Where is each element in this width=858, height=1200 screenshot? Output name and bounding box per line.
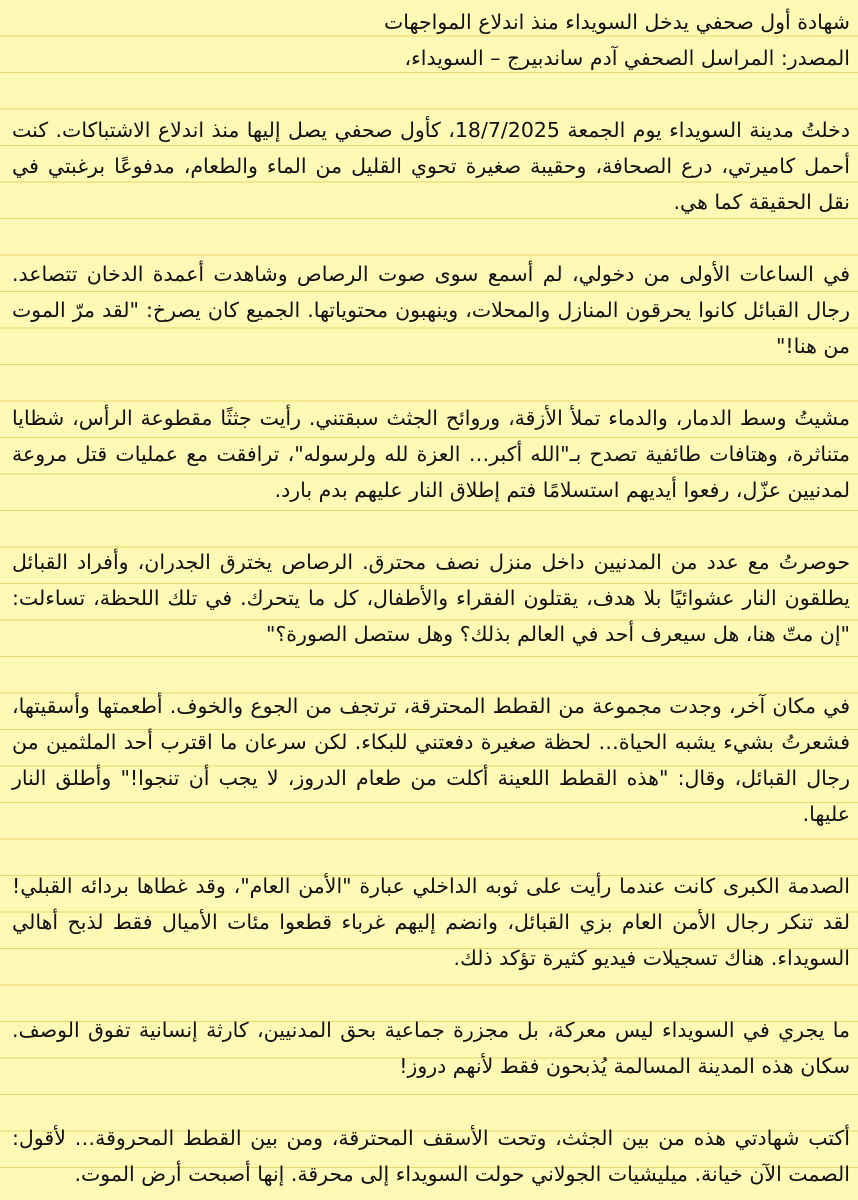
paragraph-arrival: دخلتُ مدينة السويداء يوم الجمعة 18/7/2025، كأول صحفي يصل إليها منذ اندلاع الاشتباكات. كنت أحمل كاميرتي، درع الصحافة، وحقيبة صغيرة تحوي القليل من الماء والطعام، مدفوعًا برغبتي في نقل الحقيقة كما هي. <box>12 118 850 214</box>
paragraph-shock: الصدمة الكبرى كانت عندما رأيت على ثوبه الداخلي عبارة "الأمن العام"، وقد غطاها بردائه القبلي! لقد تنكر رجال الأمن العام بزي القبائل، وانضم إليهم غرباء قطعوا مئات الأميال فقط لذبح أهالي السويداء. هناك تسجيلات فيديو كثيرة تؤكد ذلك. <box>12 874 850 970</box>
document-title: شهادة أول صحفي يدخل السويداء منذ اندلاع المواجهات <box>384 10 850 34</box>
paragraph-testimony: أكتب شهادتي هذه من بين الجثث، وتحت الأسقف المحترقة، ومن بين القطط المحروقة… لأقول: الصمت الآن خيانة. ميليشيات الجولاني حولت السويداء إلى محرقة. إنها أصبحت أرض الموت. <box>12 1126 850 1186</box>
paragraph-cats: في مكان آخر، وجدت مجموعة من القطط المحترقة، ترتجف من الجوع والخوف. أطعمتها وأسقيتها، فشعرتُ بشيء يشبه الحياة… لحظة صغيرة دفعتني للبكاء. لكن سرعان ما اقترب أحد الملثمين من رجال القبائل، وقال: "هذه القطط اللعينة أكلت من طعام الدروز، لا يجب أن تنجوا!" وأطلق النار عليها. <box>12 694 850 826</box>
paragraph-destruction: مشيتُ وسط الدمار، والدماء تملأ الأزقة، وروائح الجثث سبقتني. رأيت جثثًا مقطوعة الرأس، شظايا متناثرة، وهتافات طائفية تصدح بـ"الله أكبر… العزة لله ولرسوله"، ترافقت مع عمليات قتل مروعة لمدنيين عزّل، رفعوا أيديهم استسلامًا فتم إطلاق النار عليهم بدم بارد. <box>12 406 850 502</box>
document-source: المصدر: المراسل الصحفي آدم ساندبيرج – السويداء، <box>404 46 850 70</box>
paragraph-besieged: حوصرتُ مع عدد من المدنيين داخل منزل نصف محترق. الرصاص يخترق الجدران، وأفراد القبائل يطلقون النار عشوائيًا بلا هدف، يقتلون الفقراء والأطفال، كل ما يتحرك. في تلك اللحظة، تساءلت: "إن متّ هنا، هل سيعرف أحد في العالم بذلك؟ وهل ستصل الصورة؟" <box>12 550 850 646</box>
paragraph-massacre: ما يجري في السويداء ليس معركة، بل مجزرة جماعية بحق المدنيين، كارثة إنسانية تفوق الوصف. سكان هذه المدينة المسالمة يُذبحون فقط لأنهم دروز! <box>12 1018 850 1078</box>
paragraph-first-hours: في الساعات الأولى من دخولي، لم أسمع سوى صوت الرصاص وشاهدت أعمدة الدخان تتصاعد. رجال القبائل كانوا يحرقون المنازل والمحلات، وينهبون محتوياتها. الجميع كان يصرخ: "لقد مرّ الموت من هنا!" <box>12 262 850 358</box>
